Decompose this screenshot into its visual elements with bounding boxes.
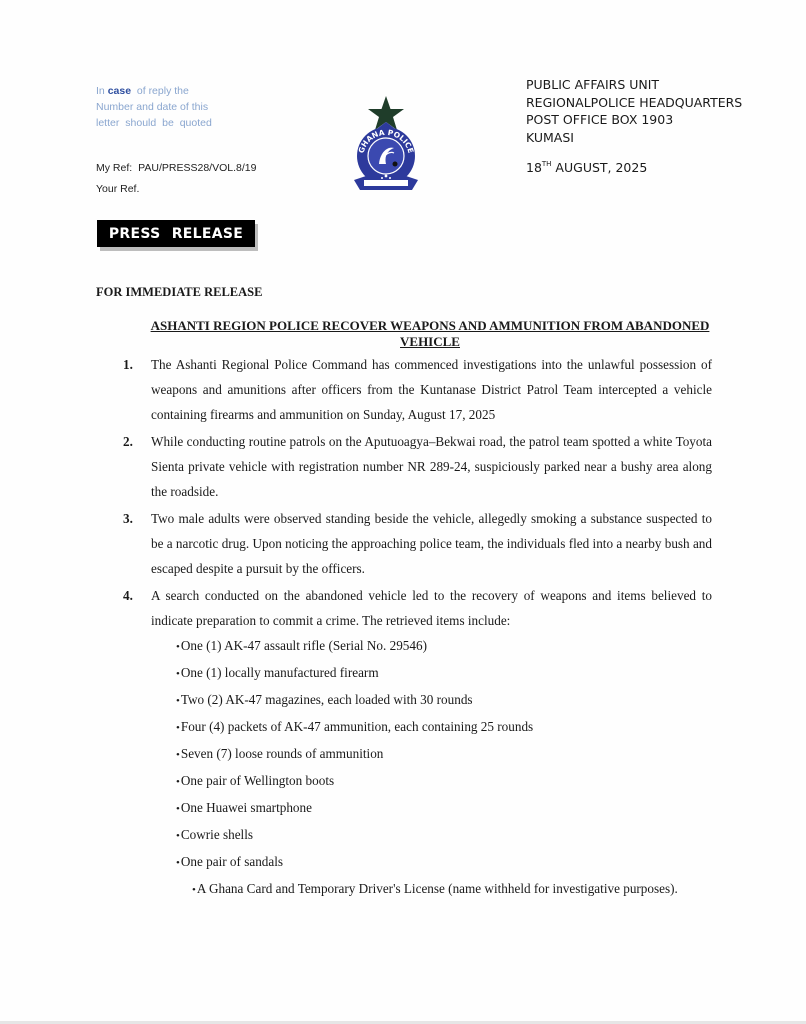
list-item bbox=[120, 768, 712, 795]
list-item bbox=[120, 741, 712, 768]
item-text: One Huawei smartphone bbox=[180, 800, 312, 815]
paragraph bbox=[120, 506, 712, 581]
recovered-items-list bbox=[120, 633, 712, 876]
my-ref-label: My Ref: bbox=[96, 162, 133, 174]
bullet-icon: • bbox=[176, 641, 180, 653]
paragraph-number: 3. bbox=[123, 511, 133, 526]
date-day: 18 bbox=[526, 160, 542, 175]
ghana-police-crest-icon bbox=[346, 94, 426, 200]
reply-note-line1: of reply the bbox=[136, 85, 189, 97]
list-item bbox=[120, 849, 712, 876]
item-text: Four (4) packets of AK-47 ammunition, each containing 25 rounds bbox=[180, 719, 534, 734]
list-item bbox=[120, 822, 712, 849]
paragraph bbox=[120, 583, 712, 633]
last-item-wrap bbox=[136, 876, 712, 903]
release-body bbox=[120, 352, 712, 903]
item-text: One pair of Wellington boots bbox=[180, 773, 335, 788]
for-immediate-release-label: FOR IMMEDIATE RELEASE bbox=[96, 285, 263, 299]
sender-address bbox=[526, 76, 742, 146]
paragraph-text: While conducting routine patrols on the Aputuoagya–Bekwai road, the patrol team spotted a white Toyota Sienta private vehicle with registration number NR 289-24, suspiciously parked near a bushy area along the roadside. bbox=[151, 434, 712, 499]
bullet-icon: • bbox=[176, 803, 180, 815]
list-item bbox=[120, 795, 712, 822]
list-item bbox=[120, 633, 712, 660]
bullet-icon: • bbox=[176, 668, 180, 680]
item-text: One pair of sandals bbox=[180, 854, 284, 869]
svg-text:GHANA POLICE: GHANA POLICE bbox=[356, 127, 416, 155]
bullet-icon: • bbox=[176, 695, 180, 707]
letter-date bbox=[526, 160, 647, 175]
paragraph-text: A search conducted on the abandoned vehicle led to the recovery of weapons and items believed to indicate preparation to commit a crime. The retrieved items include: bbox=[151, 588, 712, 628]
reply-instruction-note bbox=[96, 83, 296, 131]
item-text: Seven (7) loose rounds of ammunition bbox=[180, 746, 384, 761]
paragraph-text: The Ashanti Regional Police Command has commenced investigations into the unlawful possession of weapons and amunitions after officers from the Kuntanase District Patrol Team intercepted a vehicle containing firearms and ammunition on Sunday, August 17, 2025 bbox=[151, 357, 712, 422]
address-line: KUMASI bbox=[526, 129, 574, 145]
bullet-icon: • bbox=[176, 857, 180, 869]
list-item bbox=[120, 660, 712, 687]
press-release-banner: PRESS RELEASE bbox=[97, 220, 255, 247]
paragraph bbox=[120, 352, 712, 427]
item-text: One (1) AK-47 assault rifle (Serial No. 29546) bbox=[180, 638, 427, 653]
my-ref-value: PAU/PRESS28/VOL.8/19 bbox=[138, 162, 257, 174]
bullet-icon: • bbox=[176, 830, 180, 842]
bullet-icon: • bbox=[176, 776, 180, 788]
address-line: PUBLIC AFFAIRS UNIT bbox=[526, 77, 660, 92]
list-item bbox=[120, 714, 712, 741]
reply-note-line2: Number and date of this bbox=[96, 101, 209, 113]
paragraph bbox=[120, 429, 712, 504]
date-rest: AUGUST, 2025 bbox=[551, 160, 648, 175]
reply-note-line3: letter should be quoted bbox=[96, 117, 212, 129]
item-text: One (1) locally manufactured firearm bbox=[180, 665, 379, 680]
bullet-icon: • bbox=[176, 749, 180, 761]
your-ref-label: Your Ref. bbox=[96, 183, 140, 195]
date-suffix: TH bbox=[541, 160, 552, 168]
reply-note-emphasis: case bbox=[107, 85, 132, 97]
item-text: Cowrie shells bbox=[180, 827, 254, 842]
paragraph-number: 2. bbox=[123, 434, 133, 449]
reference-block bbox=[96, 158, 256, 200]
item-text: Two (2) AK-47 magazines, each loaded with 30 rounds bbox=[180, 692, 473, 707]
paragraph-number: 1. bbox=[123, 357, 133, 372]
bullet-icon: • bbox=[176, 722, 180, 734]
headline: ASHANTI REGION POLICE RECOVER WEAPONS AND AMMUNITION FROM ABANDONED VEHICLE bbox=[150, 318, 710, 349]
paragraph-text: Two male adults were observed standing beside the vehicle, allegedly smoking a substance suspected to be a narcotic drug. Upon noticing the approaching police team, the individuals fled into a nearby bush and escaped despite a pursuit by the officers. bbox=[151, 511, 712, 576]
item-text: A Ghana Card and Temporary Driver's License (name withheld for investigative purposes). bbox=[196, 881, 678, 896]
address-line: POST OFFICE BOX 1903 bbox=[526, 112, 674, 127]
address-line: REGIONALPOLICE HEADQUARTERS bbox=[526, 94, 743, 110]
paragraph-number: 4. bbox=[123, 588, 133, 603]
bullet-icon: • bbox=[192, 884, 196, 896]
reply-note-prefix: In bbox=[96, 85, 105, 97]
list-item bbox=[120, 687, 712, 714]
